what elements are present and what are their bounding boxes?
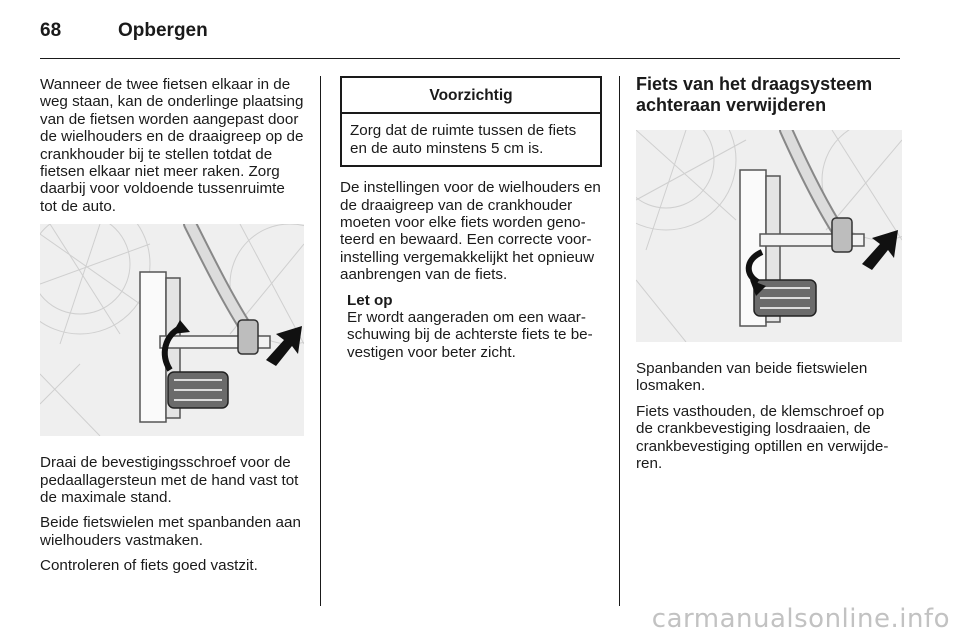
paragraph: Beide fietswielen met spanbanden aan wielhouders vastmaken. xyxy=(40,514,301,549)
warning-text: Zorg dat de ruimte tussen de fiets en de auto minstens 5 cm is. xyxy=(350,122,577,157)
header-divider xyxy=(40,58,900,59)
paragraph: Controleren of fiets goed vastzit. xyxy=(40,557,258,575)
paragraph: Wanneer de twee fietsen elkaar in de weg staan, kan de onderlinge plaatsing van de fietsen worden aangepast door de wielhouders en de draaigreep op de crankhouder bij te stellen totdat de fietsen elkaar niet meer raken. Zorg daarbij voor voldoende tussenruimte tot de auto. xyxy=(40,76,304,215)
page-title: Opbergen xyxy=(118,20,208,41)
note-text: Er wordt aangeraden om een waarschuwing bij de achterste fiets te bevestigen voor beter zicht. xyxy=(347,309,593,361)
page-header xyxy=(40,20,208,50)
page-number: 68 xyxy=(40,20,62,41)
bike-carrier-illustration-removal xyxy=(636,130,902,342)
bike-carrier-illustration-crank-holder xyxy=(40,224,304,436)
paragraph: Spanbanden van beide fietswielen losmaken. xyxy=(636,360,868,395)
crank-holder-drawing xyxy=(40,224,304,436)
column-2 xyxy=(340,76,606,361)
removal-drawing xyxy=(636,130,902,342)
column-3 xyxy=(636,76,904,480)
note-title: Let op xyxy=(347,291,393,309)
watermark: carmanualsonline.info xyxy=(651,604,950,634)
warning-box xyxy=(340,76,602,167)
column-divider-1 xyxy=(320,76,321,606)
warning-title: Voorzichtig xyxy=(342,78,600,114)
column-1 xyxy=(40,76,304,583)
paragraph: Fiets vasthouden, de klemschroef op de crankbevestiging losdraaien, de crankbevestiging optillen en verwijderen. xyxy=(636,402,889,473)
paragraph: De instellingen voor de wielhouders en de draaigreep van de crankhouder moeten voor elke fiets worden genoteerd en bewaard. Een correcte voorinstelling vergemakkelijkt het opnieuw aanbrengen van de fiets. xyxy=(340,179,601,284)
note-block xyxy=(340,292,606,362)
column-divider-2 xyxy=(619,76,620,606)
paragraph: Draai de bevestigingsschroef voor de pedaallagersteun met de hand vast tot de maximale stand. xyxy=(40,454,299,507)
section-heading: Fiets van het draagsysteem achteraan verwijderen xyxy=(636,74,873,115)
